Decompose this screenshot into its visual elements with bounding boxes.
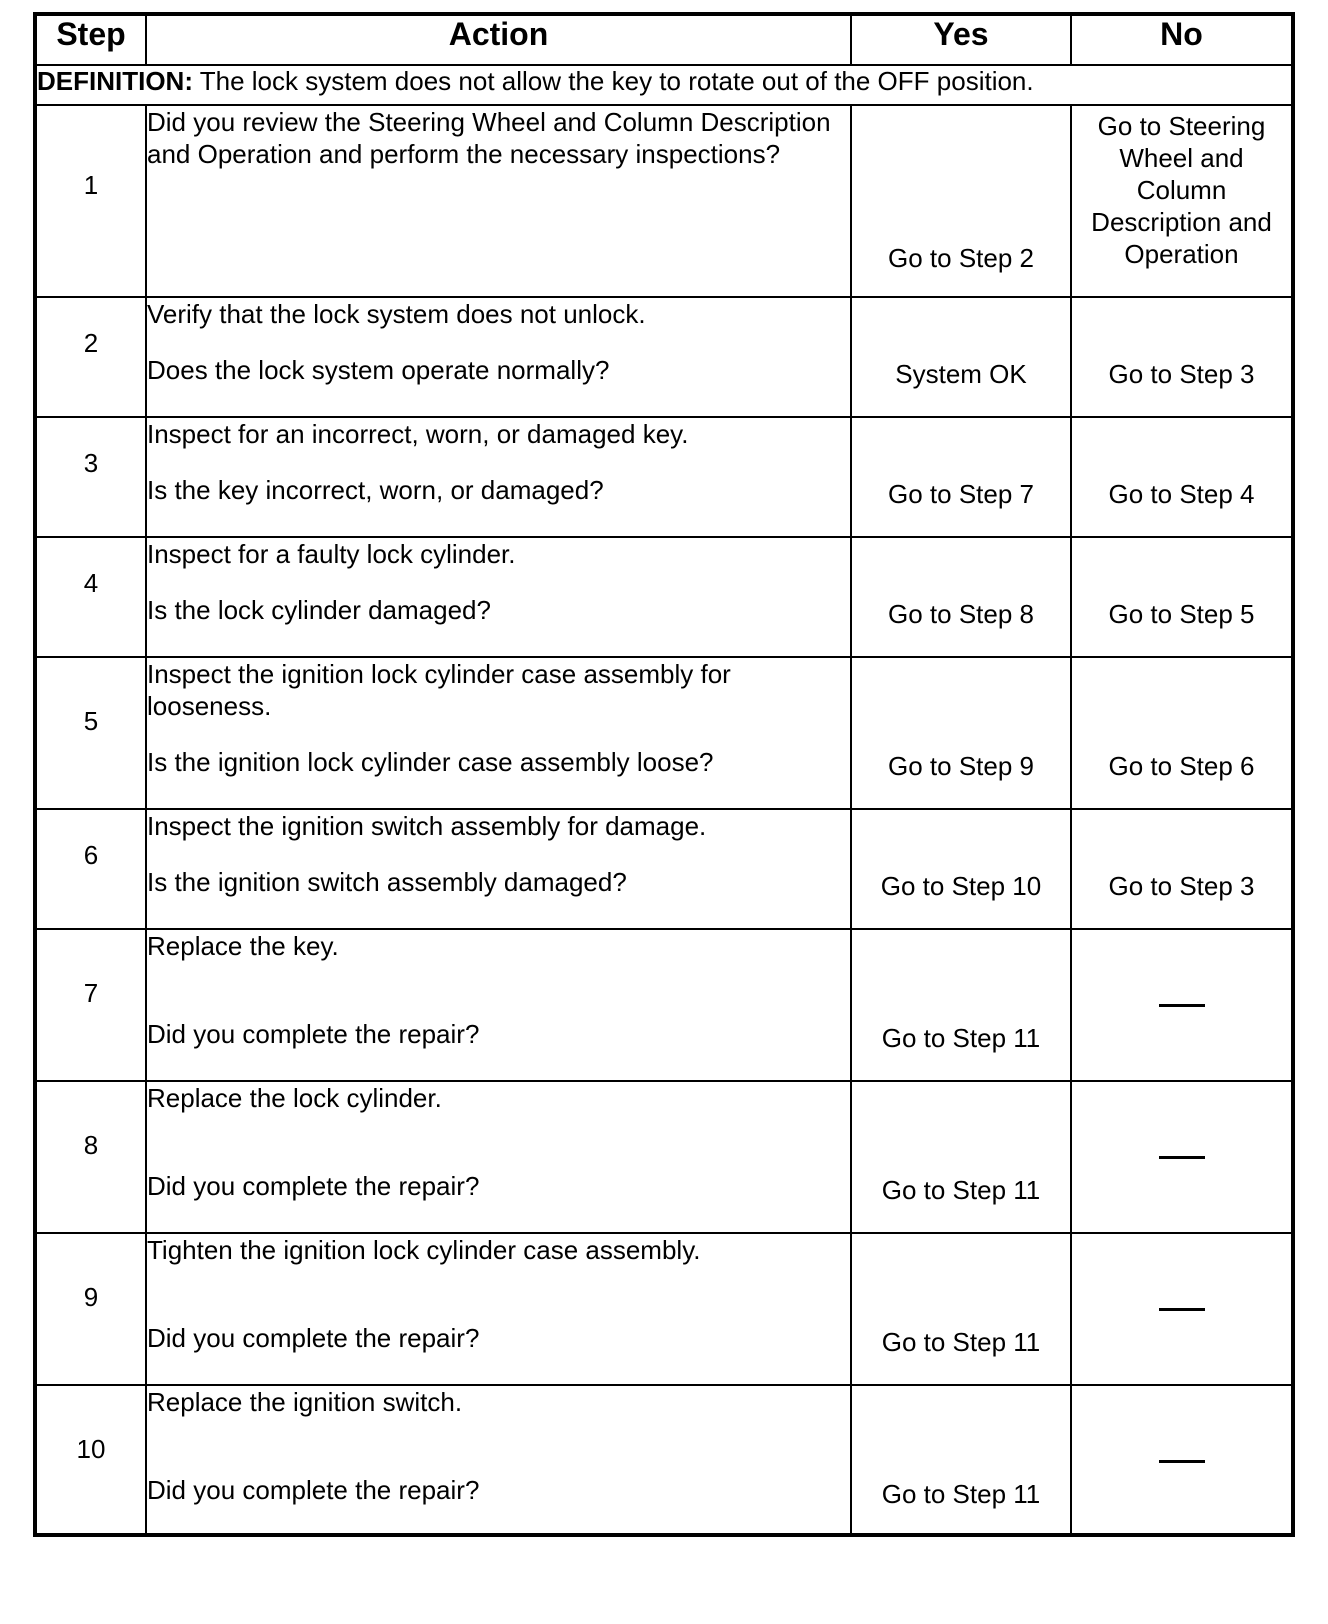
yes-text: Go to Step 11 [881,1327,1041,1357]
header-action: Action [146,14,851,65]
no-text: Go to Step 5 [1108,599,1255,629]
step-number: 4 [35,537,146,657]
no-cell [1071,809,1293,929]
no-text: Go to Step 3 [1108,871,1255,901]
yes-text: System OK [895,359,1027,389]
action-cell [146,1233,851,1385]
yes-text: Go to Step 8 [888,599,1034,629]
no-cell [1071,537,1293,657]
action-cell [146,657,851,809]
no-dash [1159,1004,1205,1007]
yes-cell [851,105,1071,297]
step-number: 8 [35,1081,146,1233]
no-cell [1071,1081,1293,1233]
table-row [35,929,1293,1081]
yes-cell [851,1385,1071,1535]
no-dash [1159,1156,1205,1159]
table-row [35,105,1293,297]
action-text: Inspect the ignition switch assembly for damage. [147,811,707,841]
action-cell [146,1081,851,1233]
action-text: Replace the lock cylinder. [147,1083,442,1113]
no-text: Go to Step 6 [1108,751,1255,781]
action-text: Verify that the lock system does not unlock. [147,299,646,329]
table-row [35,417,1293,537]
table-row [35,1233,1293,1385]
no-cell [1071,297,1293,417]
action-text: Inspect the ignition lock cylinder case assembly for looseness. [147,659,731,721]
action-text: Inspect for a faulty lock cylinder. [147,539,516,569]
yes-text: Go to Step 7 [888,479,1034,509]
step-number: 9 [35,1233,146,1385]
yes-cell [851,1081,1071,1233]
yes-text: Go to Step 2 [888,243,1034,273]
question-text: Is the ignition lock cylinder case assembly loose? [147,747,714,777]
action-cell [146,105,851,297]
header-row [35,14,1293,65]
definition-text: The lock system does not allow the key to rotate out of the OFF position. [193,66,1034,96]
action-text: Replace the key. [147,931,339,961]
question-text: Did you complete the repair? [147,1323,480,1353]
header-yes: Yes [851,14,1071,65]
action-cell [146,1385,851,1535]
action-text: Did you review the Steering Wheel and Column Description and Operation and perform the necessary inspections? [147,107,831,169]
action-cell [146,297,851,417]
step-number: 3 [35,417,146,537]
table-row [35,297,1293,417]
no-cell [1071,105,1293,297]
step-number: 1 [35,105,146,297]
yes-cell [851,657,1071,809]
yes-cell [851,417,1071,537]
step-number: 10 [35,1385,146,1535]
step-number: 7 [35,929,146,1081]
yes-cell [851,1233,1071,1385]
yes-text: Go to Step 9 [888,751,1034,781]
action-cell [146,417,851,537]
step-number: 5 [35,657,146,809]
no-cell [1071,1233,1293,1385]
action-cell [146,537,851,657]
question-text: Did you complete the repair? [147,1475,480,1505]
question-text: Is the key incorrect, worn, or damaged? [147,475,604,505]
step-number: 2 [35,297,146,417]
definition-label: DEFINITION: [37,66,193,96]
yes-cell [851,929,1071,1081]
yes-cell [851,297,1071,417]
no-cell [1071,657,1293,809]
yes-cell [851,809,1071,929]
yes-text: Go to Step 11 [881,1479,1041,1509]
definition-cell [35,65,1293,105]
step-number: 6 [35,809,146,929]
header-step: Step [35,14,146,65]
no-text: Go to Step 3 [1108,359,1255,389]
action-text: Replace the ignition switch. [147,1387,463,1417]
table-row [35,657,1293,809]
action-text: Tighten the ignition lock cylinder case assembly. [147,1235,701,1265]
table-row [35,1081,1293,1233]
question-text: Is the lock cylinder damaged? [147,595,491,625]
yes-cell [851,537,1071,657]
table-row [35,809,1293,929]
no-dash [1159,1308,1205,1311]
no-cell [1071,417,1293,537]
table-row [35,1385,1293,1535]
question-text: Does the lock system operate normally? [147,355,610,385]
no-cell [1071,929,1293,1081]
no-text: Go to Step 4 [1108,479,1255,509]
definition-row [35,65,1293,105]
table-row [35,537,1293,657]
no-cell [1071,1385,1293,1535]
question-text: Is the ignition switch assembly damaged? [147,867,627,897]
no-dash [1159,1460,1205,1463]
action-cell [146,929,851,1081]
diagnostic-table [33,12,1295,1537]
yes-text: Go to Step 11 [881,1023,1041,1053]
header-no: No [1071,14,1293,65]
action-cell [146,809,851,929]
question-text: Did you complete the repair? [147,1171,480,1201]
yes-text: Go to Step 11 [881,1175,1041,1205]
action-text: Inspect for an incorrect, worn, or damaged key. [147,419,689,449]
yes-text: Go to Step 10 [880,871,1042,901]
question-text: Did you complete the repair? [147,1019,480,1049]
no-text: Go to Steering Wheel and Column Description and Operation [1091,111,1272,269]
